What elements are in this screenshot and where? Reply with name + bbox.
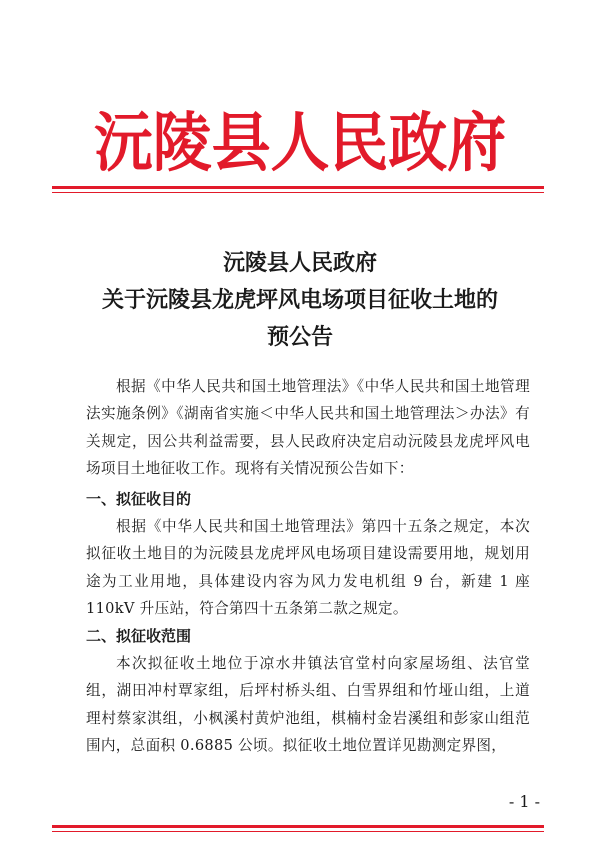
- section-heading-scope: 二、拟征收范围: [86, 627, 192, 645]
- document-title-type: 预公告: [266, 324, 333, 350]
- letterhead-red-rule: [52, 186, 544, 189]
- section-paragraph-purpose: 根据《中华人民共和国土地管理法》第四十五条之规定，本次拟征收土地目的为沅陵县龙虎坪风电场项目建设需要用地，规划用途为工业用地，具体建设内容为风力发电机组 9 台，新建 1 座 110kV 升压站，符合第四十五条第二款之规定。: [86, 518, 530, 617]
- letterhead-org-name: 沅陵县人民政府: [93, 106, 507, 181]
- document-title-subject: 关于沅陵县龙虎坪风电场项目征收土地的: [101, 287, 498, 313]
- footer-red-rule-thin: [52, 831, 544, 832]
- document-title-issuer: 沅陵县人民政府: [222, 250, 377, 276]
- footer-red-rule: [52, 825, 544, 828]
- page-number: - 1 -: [508, 792, 540, 811]
- letterhead-red-rule-thin: [52, 192, 544, 193]
- section-paragraph-scope: 本次拟征收土地位于凉水井镇法官堂村向家屋场组、法官堂组，湖田冲村覃家组，后坪村桥头组、白雪界组和竹垭山组，上道理村蔡家淇组，小枫溪村黄炉池组，棋楠村金岩溪组和彭家山组范围内，总面积 0.6885 公顷。拟征收土地位置详见勘测定界图，: [86, 655, 530, 754]
- intro-paragraph: 根据《中华人民共和国土地管理法》《中华人民共和国土地管理法实施条例》《湖南省实施＜中华人民共和国土地管理法＞办法》有关规定，因公共利益需要，县人民政府决定启动沅陵县龙虎坪风电场项目土地征收工作。现将有关情况预公告如下：: [86, 378, 530, 477]
- section-heading-purpose: 一、拟征收目的: [86, 490, 192, 508]
